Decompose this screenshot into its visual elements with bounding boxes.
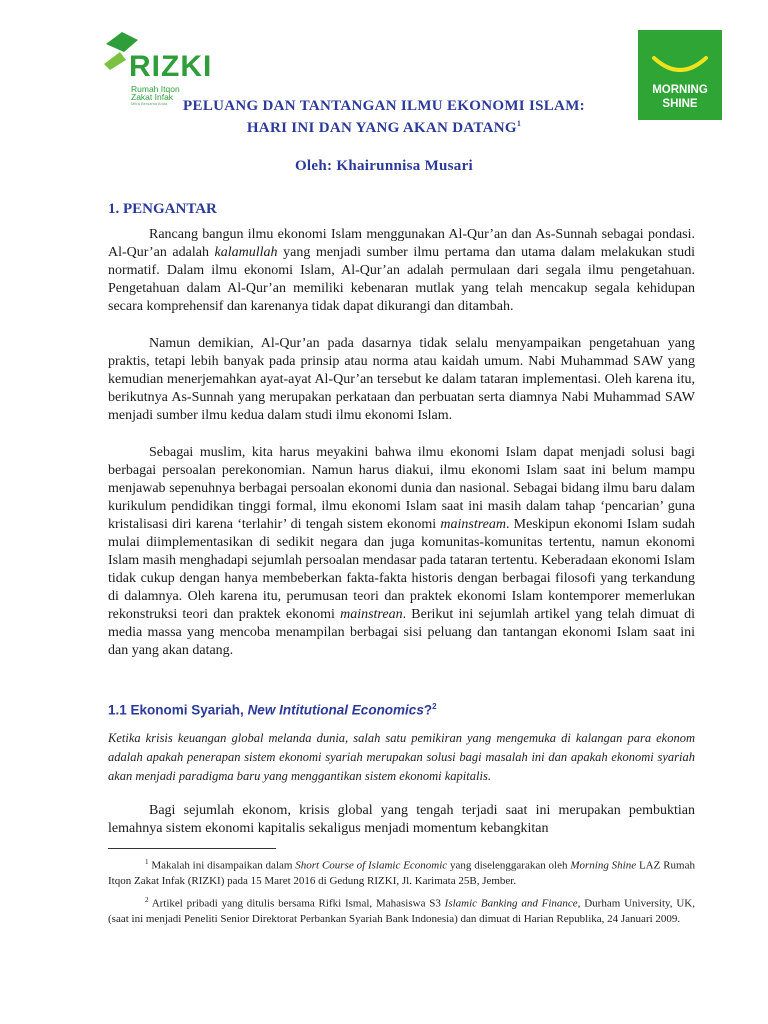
lead-quote: Ketika krisis keuangan global melanda dunia, salah satu pemikiran yang mengemuka di kalangan para ekonom adalah apakah penerapan sistem ekonomi syariah merupakan solusi bagi masalah ini dan apakah ekonomi syariah akan menjadi paradigma baru yang menggantikan sistem ekonomi kapitalis. xyxy=(108,731,695,783)
paragraph-1 xyxy=(108,226,695,316)
p3-text-b: . Meskipun ekonomi Islam sudah mulai diimplementasikan di sedikit negara dan juga komunitas-komunitas tertentu, namun ekonomi Islam masih menghadapi sejumlah persoalan mendasar pada tataran tertentu. Keberadaan ekonomi Islam tidak cukup dengan hanya membeberkan fakta-fakta historis dengan berbagai filosofi yang terkandung di dalamnya. Oleh karena itu, perumusan teori dan praktek ekonomi Islam kontemporer memerlukan rekonstruksi teori dan praktek ekonomi xyxy=(108,517,696,622)
p3-text-c: . Berikut ini sejumlah artikel yang telah dimuat di media massa yang mencoba menampilan berbagai sisi peluang dan tantangan ekonomi Islam saat ini dan yang akan datang. xyxy=(108,607,695,658)
p1-text-a: Rancang bangun ilmu ekonomi Islam menggunakan Al-Qur’an dan As-Sunnah sebagai pondasi. Al-Qur’an adalah xyxy=(108,227,695,260)
rizki-brand: RIZKI xyxy=(129,50,213,83)
rizki-tagline: Mitra Bersama Anda xyxy=(131,101,168,106)
paragraph-3 xyxy=(108,444,695,660)
p3-text-a: Sebagai muslim, kita harus meyakini bahwa ilmu ekonomi Islam dapat menjadi solusi bagi berbagai persoalan perekonomian. Namun harus diakui, ilmu ekonomi Islam saat ini belum mampu menjawab sepenuhnya berbagai persoalan ekonomi dunia dan nasional. Sebagai bidang ilmu baru dalam kurikulum pendidikan tinggi formal, ilmu ekonomi Islam saat ini masih dalam tahap ‘pencarian’ guna kristalisasi diri karena ‘terlahir’ di tengah sistem ekonomi xyxy=(108,445,695,532)
s11-heading-italic: New Intitutional Economics xyxy=(247,702,424,718)
footnote-ref-2[interactable]: 2 xyxy=(432,702,437,711)
fn2-text-a: Artikel pribadi yang ditulis bersama Rifki Ismal, Mahasiswa S3 xyxy=(148,897,445,910)
document-title-line2 xyxy=(0,119,768,137)
s11-heading-b: ? xyxy=(423,702,433,718)
fn1-mark: 1 xyxy=(145,858,149,866)
title-line2-text: HARI INI DAN YANG AKAN DATANG xyxy=(246,120,517,136)
fn1-italic-1: Short Course of Islamic Economic xyxy=(295,859,448,872)
section-heading-ekonomi-syariah xyxy=(108,702,437,718)
fn1-italic-2: Morning Shine xyxy=(570,859,637,872)
section-heading-pengantar: 1. PENGANTAR xyxy=(108,201,217,217)
footnote-2 xyxy=(108,893,695,928)
fn1-text-a: Makalah ini disampaikan dalam xyxy=(148,859,296,872)
footnote-1 xyxy=(108,855,695,890)
p3-italic-2: mainstrean xyxy=(340,607,403,622)
fn2-italic-1: Islamic Banking and Finance xyxy=(444,897,578,910)
fn1-text-c: LAZ Rumah Itqon Zakat Infak (RIZKI) pada 15 Maret 2016 di Gedung RIZKI, Jl. Karimata 25B, Jember. xyxy=(108,859,695,888)
smile-icon xyxy=(638,30,722,80)
p3-italic-1: mainstream xyxy=(440,517,506,532)
fn2-mark: 2 xyxy=(145,896,149,904)
rizki-logo xyxy=(104,30,234,105)
fn2-text-b: , Durham University, UK, (saat ini menjadi Peneliti Senior Direktorat Perbankan Syariah Bank Indonesia) dan dimuat di Harian Republika, 24 Januari 2009. xyxy=(108,897,695,926)
s11-heading-a: 1.1 Ekonomi Syariah, xyxy=(108,702,248,718)
rizki-sub-line2: Zakat Infak xyxy=(131,92,174,102)
fn1-text-b: yang diselenggarakan oleh xyxy=(447,859,571,872)
paragraph-4: Bagi sejumlah ekonom, krisis global yang tengah terjadi saat ini merupakan pembuktian lemahnya sistem ekonomi kapitalis sekaligus menjadi momentum kebangkitan xyxy=(108,803,695,836)
document-title-line1: PELUANG DAN TANTANGAN ILMU EKONOMI ISLAM: xyxy=(183,98,585,114)
morning-shine-line2: SHINE xyxy=(662,98,698,110)
footnote-ref-1[interactable]: 1 xyxy=(516,119,522,128)
p1-italic-1: kalamullah xyxy=(214,245,278,260)
paragraph-2: Namun demikian, Al-Qur’an pada dasarnya tidak selalu menyampaikan pengetahuan yang praktis, tetapi lebih banyak pada prinsip atau norma atau kaidah umum. Nabi Muhammad SAW yang kemudian menerjemahkan ayat-ayat Al-Qur’an tersebut ke dalam tataran implementasi. Oleh karena itu, berikutnya As-Sunnah yang merupakan perkataan dan perbuatan serta diamnya Nabi Muhammad SAW menjadi sumber ilmu kedua dalam studi ilmu ekonomi Islam. xyxy=(108,336,695,423)
p1-text-b: yang menjadi sumber ilmu pertama dan utama dalam melakukan studi normatif. Dalam ilmu ekonomi Islam, Al-Qur’an adalah permulaan dari segala ilmu pengetahuan. Pengetahuan dalam Al-Qur’an memiliki kebenaran mutlak yang telah mencakup segala kehidupan secara komprehensif dan karenanya tidak dapat dikurangi dan ditambah. xyxy=(108,245,695,314)
footnote-divider xyxy=(108,848,276,849)
rizki-sub-line1: Rumah Itqon xyxy=(131,84,180,94)
morning-shine-line1: MORNING xyxy=(652,84,708,96)
author-line: Oleh: Khairunnisa Musari xyxy=(294,158,474,174)
